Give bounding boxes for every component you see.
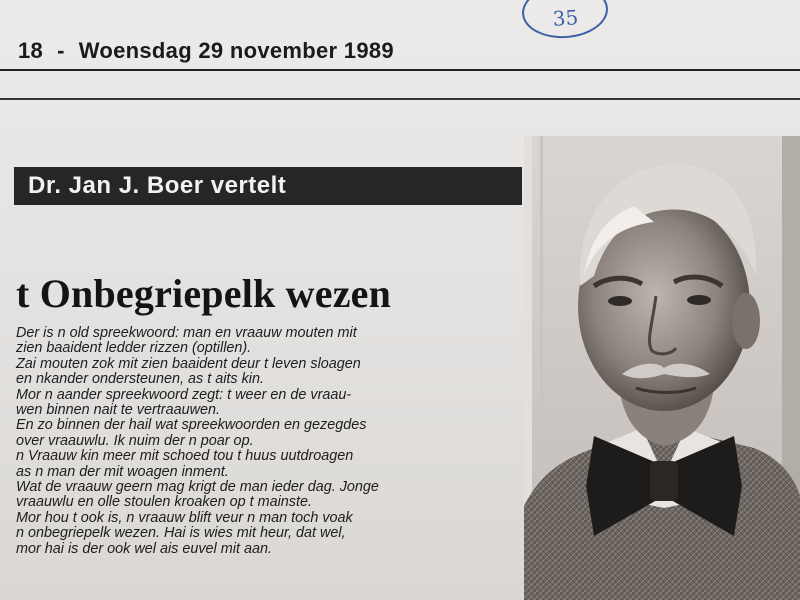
column-title-bar [14,167,522,205]
handwritten-number: 35 [551,5,580,31]
article-line: Mor hou t ook is, n vraauw blift veur n man toch voak [16,509,353,526]
header-rule [0,69,800,71]
header-rule-secondary [0,98,800,100]
article-headline: t Onbegriepelk wezen [16,271,392,316]
article-line: zien baaident ledder rizzen (optillen). [16,340,252,357]
article-line: en nkander ondersteunen, as t aits kin. [16,371,264,388]
article-line: n onbegriepelk wezen. Hai is wies mit heur, dat wel, [16,525,346,542]
article-line: vraauwlu en olle stoulen kroaken op t mainste. [16,494,312,511]
article-line: n Vraauw kin meer mit schoed tou t huus uutdroagen [16,448,354,465]
article-line: Der is n old spreekwoord: man en vraauw mouten mit [16,325,357,341]
article-line: over vraauwlu. Ik nuim der n poar op. [16,432,254,449]
article-line: as n man der mit woagen inment. [16,463,229,480]
column-title: Dr. Jan J. Boer vertelt [28,172,287,199]
article-line: wen binnen nait te vertraauwen. [16,402,220,419]
article-line: Zai mouten zok mit zien baaident deur t leven sloagen [16,355,361,372]
author-portrait [524,136,800,600]
page-header [18,38,798,64]
publication-date: Woensdag 29 november 1989 [78,38,394,63]
article-line: En zo binnen der hail wat spreekwoorden en gezegdes [16,417,367,434]
portrait-photo-icon [524,136,800,600]
article-line: mor hai is der ook wel ais euvel mit aan. [16,540,272,557]
article-line: Wat de vraauw geern mag krigt de man ieder dag. Jonge [16,479,379,496]
page-number: 18 [18,38,44,63]
article-body [16,326,521,557]
article-line: Mor n aander spreekwoord zegt: t weer en de vraau- [16,386,352,403]
header-separator: - [57,38,65,63]
